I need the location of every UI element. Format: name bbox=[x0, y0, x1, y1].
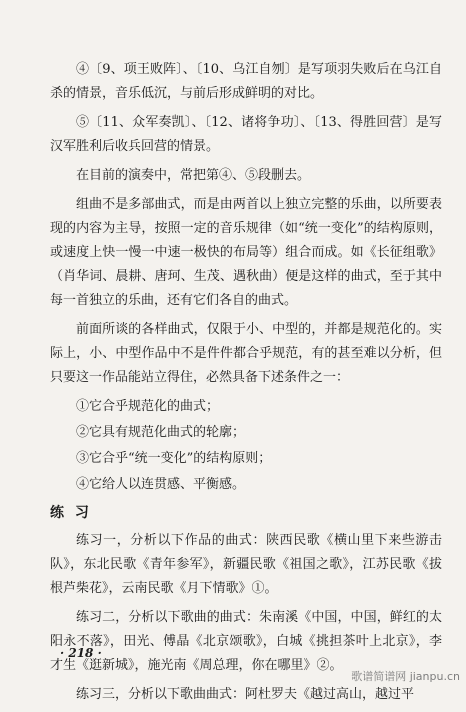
exercise-3: 练习三，分析以下歌曲曲式：阿杜罗夫《越过高山，越过平 bbox=[76, 687, 415, 702]
page-number: · 218 · bbox=[60, 646, 102, 660]
body-text bbox=[50, 58, 442, 712]
exercise-heading: 练 习 bbox=[50, 505, 92, 521]
condition-item: ②它具有规范化曲式的轮廓； bbox=[76, 425, 246, 440]
exercise-2: 练习二，分析以下歌曲的曲式：朱南溪《中国，中国，鲜红的太阳永不落》，田光、傅晶《北京颂歌》，白城《挑担茶叶上北京》，李才生《逛新城》，施光南《周总理，你在哪里》②。 bbox=[50, 610, 442, 673]
paragraph-section-5: ⑤〔11、众军奏凯〕、〔12、诸将争功〕、〔13、得胜回营〕是写汉军胜利后收兵回营的情景。 bbox=[50, 115, 442, 154]
condition-item: ①它合乎规范化的曲式； bbox=[76, 399, 220, 414]
paragraph-performance-note: 在目前的演奏中，常把第④、⑤段删去。 bbox=[76, 168, 311, 183]
paragraph-forms-summary: 前面所谈的各样曲式，仅限于小、中型的，并都是规范化的。实际上，小、中型作品中不是件件都合乎规范，有的甚至难以分析，但只要这一作品能站立得住，必然具备下述条件之一： bbox=[50, 322, 442, 385]
site-watermark: 歌谱简谱网 jianpu.cn bbox=[351, 670, 460, 683]
paragraph-suite-definition: 组曲不是多部曲式，而是由两首以上独立完整的乐曲，以所要表现的内容为主导，按照一定的音乐规律（如“统一变化”的结构原则，或速度上快一慢一中速一极快的布局等）组合而成。如《长征组歌》（肖华词、晨耕、唐珂、生茂、遇秋曲）便是这样的曲式，至于其中每一首独立的乐曲，还有它们各自的曲式。 bbox=[50, 197, 442, 308]
condition-item: ④它给人以连贯感、平衡感。 bbox=[76, 477, 246, 492]
exercise-1: 练习一，分析以下作品的曲式：陕西民歌《横山里下来些游击队》，东北民歌《青年参军》，新疆民歌《祖国之歌》，江苏民歌《拔根芦柴花》，云南民歌《月下情歌》①。 bbox=[50, 533, 442, 596]
conditions-list bbox=[50, 395, 442, 497]
condition-item: ③它合乎“统一变化”的结构原则； bbox=[76, 451, 272, 466]
paragraph-section-4: ④〔9、项王败阵〕、〔10、乌江自刎〕是写项羽失败后在乌江自杀的情景，音乐低沉，与前后形成鲜明的对比。 bbox=[50, 62, 442, 101]
